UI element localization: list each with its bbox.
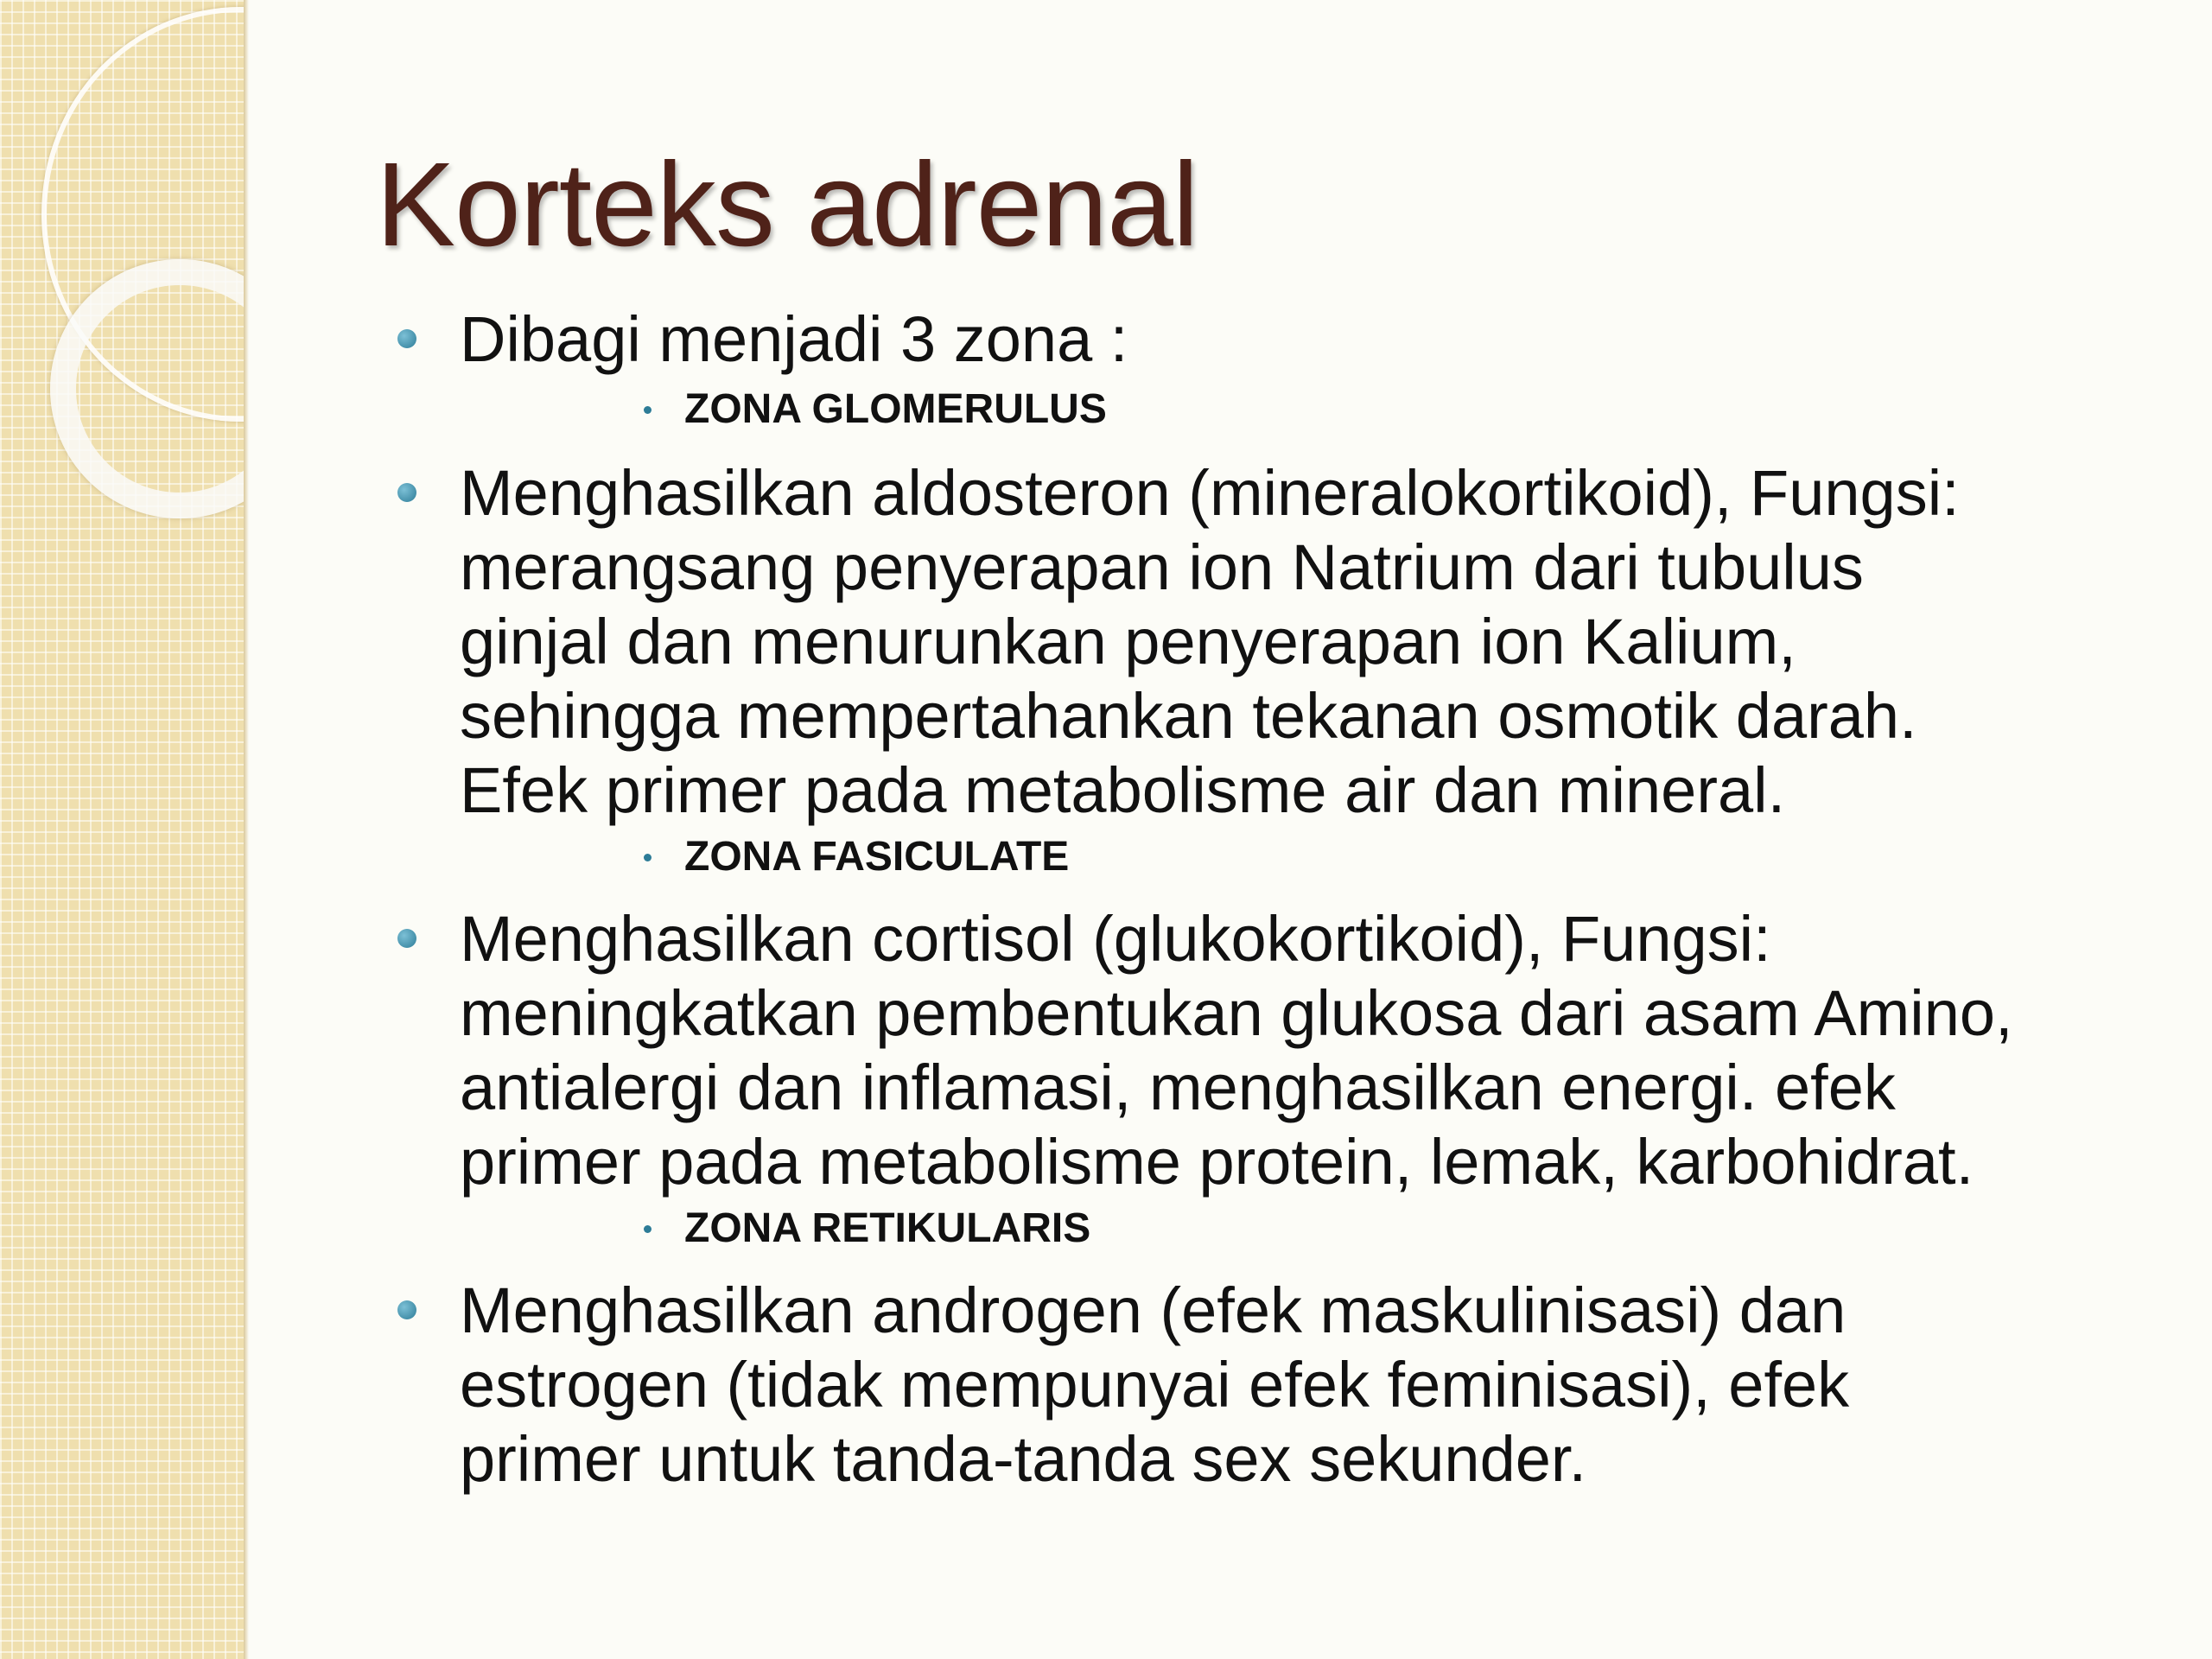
zone-heading-retikularis: ZONA RETIKULARIS: [684, 1205, 1091, 1251]
description-line: estrogen (tidak mempunyai efek feminisasi), efek: [460, 1349, 1850, 1421]
sub-bullet-icon: [644, 854, 652, 861]
description-line: meningkatkan pembentukan glukosa dari asam Amino,: [460, 977, 2013, 1049]
description-line: Efek primer pada metabolisme air dan mineral.: [460, 754, 1786, 826]
description-line: merangsang penyerapan ion Natrium dari tubulus: [460, 531, 1864, 603]
description-line: Menghasilkan androgen (efek maskulinisasi) dan: [460, 1274, 1847, 1346]
description-line: antialergi dan inflamasi, menghasilkan energi. efek: [460, 1052, 1896, 1123]
description-line: Menghasilkan cortisol (glukokortikoid), Fungsi:: [460, 903, 1771, 975]
description-line: primer untuk tanda-tanda sex sekunder.: [460, 1423, 1586, 1495]
zone-heading-glomerulus: ZONA GLOMERULUS: [684, 386, 1107, 432]
bullet-dot-icon: [397, 329, 416, 348]
bullet-dot-icon: [397, 929, 416, 948]
bullet-dot-icon: [397, 483, 416, 502]
sub-bullet-icon: [644, 406, 652, 414]
bullet-dot-icon: [397, 1300, 416, 1319]
description-line: primer pada metabolisme protein, lemak, karbohidrat.: [460, 1126, 1974, 1198]
description-line: Menghasilkan aldosteron (mineralokortikoid), Fungsi:: [460, 457, 1960, 529]
sub-bullet-icon: [644, 1225, 652, 1233]
intro-text: Dibagi menjadi 3 zona :: [460, 303, 1128, 375]
description-line: sehingga mempertahankan tekanan osmotik darah.: [460, 680, 1917, 752]
slide-title: Korteks adrenal: [376, 138, 1198, 271]
zone-heading-fasiculate: ZONA FASICULATE: [684, 834, 1070, 880]
description-line: ginjal dan menurunkan penyerapan ion Kalium,: [460, 606, 1796, 677]
